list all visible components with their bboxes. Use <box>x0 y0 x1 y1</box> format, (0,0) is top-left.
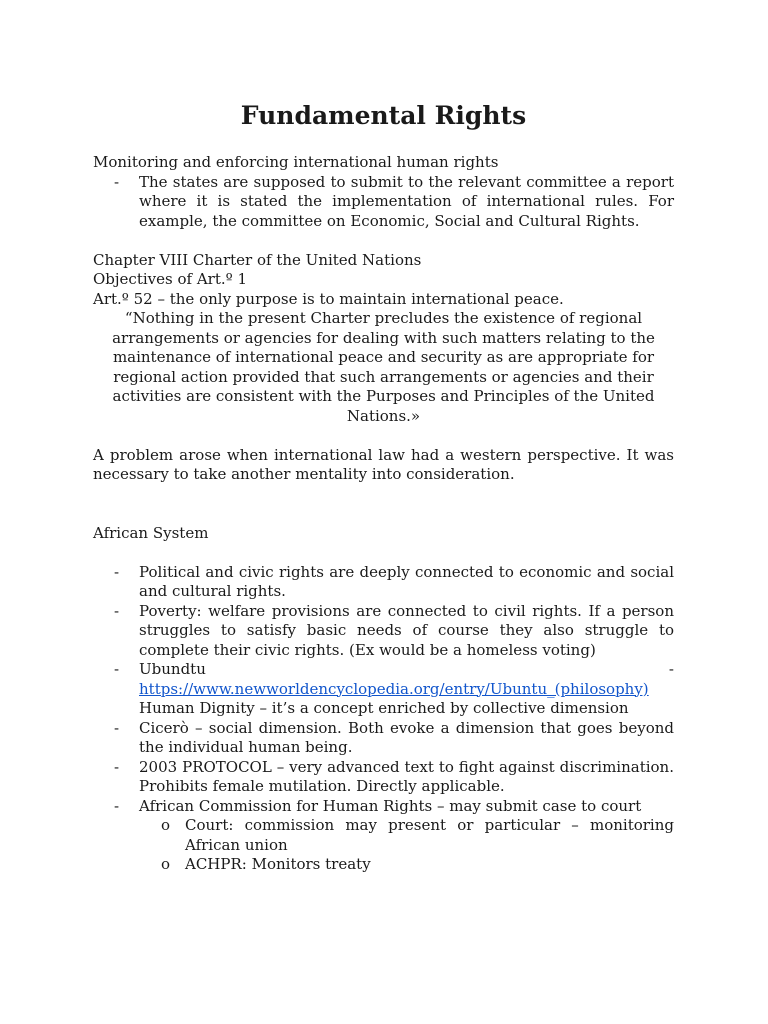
ubuntu-philosophy-link[interactable]: https://www.newworldencyclopedia.org/entry/Ubuntu_(philosophy) <box>139 679 649 698</box>
sub-list-item-text: Court: commission may present or particular – monitoring African union <box>185 816 674 854</box>
list-item <box>93 719 674 758</box>
list-item-text: Cicerò – social dimension. Both evoke a dimension that goes beyond the individual human being. <box>139 718 674 756</box>
human-dignity-text: Human Dignity – it’s a concept enriched by collective dimension <box>139 699 629 717</box>
monitoring-list <box>93 173 674 232</box>
article-52-line: Art.º 52 – the only purpose is to maintain international peace. <box>93 289 564 308</box>
dash-bullet: - <box>114 172 120 191</box>
charter-quote: “Nothing in the present Charter precludes the existence of regional arrangements or agencies for dealing with such matters relating to the maintenance of international peace and security as are appropriate for regional action provided that such arrangements or agencies and their activities are consistent with the Purposes and Principles of the United Nations.» <box>112 309 655 425</box>
dash-bullet: - <box>114 562 120 581</box>
african-system-heading: African System <box>93 523 209 542</box>
dash-bullet: - <box>114 601 120 620</box>
list-item-text: Poverty: welfare provisions are connected to civil rights. If a person struggles to satisfy basic needs of course they also struggle to complete their civic rights. (Ex would be a homeless voting) <box>139 601 674 659</box>
list-item <box>93 797 674 875</box>
dash-bullet: - <box>114 660 120 678</box>
list-item-text: The states are supposed to submit to the relevant committee a report where it is stated the implementation of international rules. For example, the committee on Economic, Social and Cultural Rights. <box>139 172 674 230</box>
objectives-line: Objectives of Art.º 1 <box>93 270 247 288</box>
dash-bullet: - <box>114 757 120 776</box>
western-perspective-paragraph: A problem arose when international law had a western perspective. It was necessary to take another mentality into consideration. <box>93 445 674 483</box>
list-item-text: African Commission for Human Rights – may submit case to court <box>139 796 642 815</box>
sub-list-item <box>139 855 674 875</box>
list-item <box>93 602 674 661</box>
ubuntu-label: Ubundtu <box>139 660 206 678</box>
sub-list-item <box>139 816 674 855</box>
african-system-list <box>93 563 674 875</box>
list-item-text: 2003 PROTOCOL – very advanced text to fight against discrimination. Prohibits female mutilation. Directly applicable. <box>139 757 674 795</box>
monitoring-heading: Monitoring and enforcing international human rights <box>93 153 499 171</box>
charter-chapter-line: Chapter VIII Charter of the United Nations <box>93 250 422 269</box>
dash-bullet: - <box>114 796 120 815</box>
list-item-text: Political and civic rights are deeply connected to economic and social and cultural rights. <box>139 562 674 600</box>
list-item <box>93 758 674 797</box>
circle-bullet: o <box>161 816 171 834</box>
list-item <box>93 173 674 232</box>
sub-list-item-text: ACHPR: Monitors treaty <box>185 855 371 873</box>
ubuntu-dash: - <box>668 660 674 678</box>
circle-bullet: o <box>161 855 171 873</box>
ubuntu-first-line <box>139 660 674 680</box>
list-item <box>93 660 674 719</box>
page-title: Fundamental Rights <box>240 101 527 130</box>
commission-sub-list <box>139 816 674 875</box>
dash-bullet: - <box>114 718 120 737</box>
list-item <box>93 563 674 602</box>
